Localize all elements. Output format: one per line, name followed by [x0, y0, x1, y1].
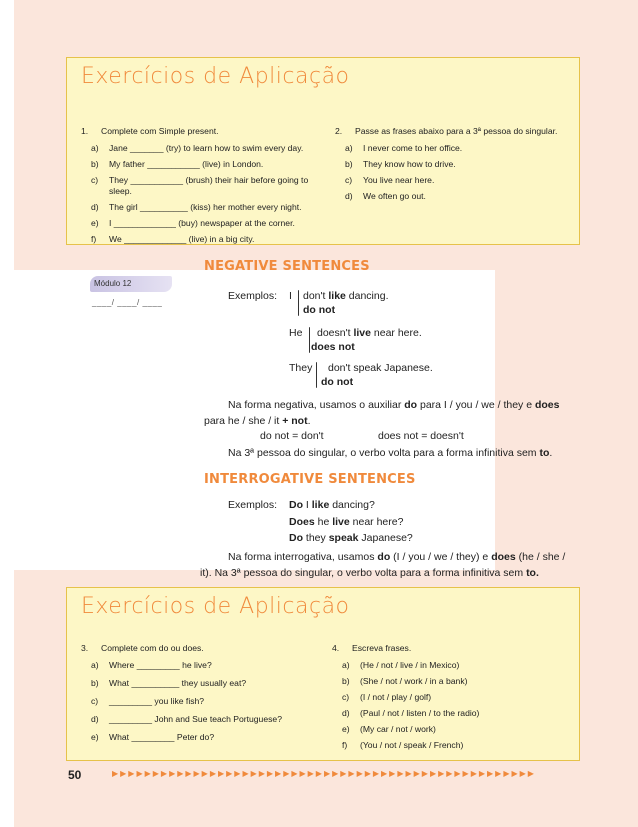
example-full-form: do not	[303, 304, 336, 316]
brace	[316, 362, 317, 388]
section-title-interrogative: INTERROGATIVE SENTENCES	[204, 472, 416, 487]
brace	[309, 327, 310, 353]
question-prompt: 4. Escreva frases.	[332, 643, 412, 653]
list-item: a) Jane _______ (try) to learn how to swim every day.	[91, 143, 304, 153]
question-4	[332, 643, 572, 756]
examples-label: Exemplos:	[228, 290, 278, 302]
list-item: b) What __________ they usually eat?	[91, 678, 247, 688]
list-item: e) What _________ Peter do?	[91, 732, 215, 742]
list-item: c) You live near here.	[345, 175, 435, 185]
question-2	[335, 126, 575, 207]
list-item: e) I _____________ (buy) newspaper at the corner.	[91, 218, 295, 228]
list-item: a) (He / not / live / in Mexico)	[342, 660, 460, 670]
list-item: c) (I / not / play / golf)	[342, 692, 432, 702]
exercise-title: Exercícios de Aplicação	[81, 64, 350, 89]
question-prompt: 2. Passe as frases abaixo para a 3ª pessoa do singular.	[335, 126, 558, 136]
example-sentence: don't like dancing.	[303, 290, 389, 302]
section-title-negative: NEGATIVE SENTENCES	[204, 259, 370, 274]
negative-rule: Na 3ª pessoa do singular, o verbo volta para a forma infinitiva sem to.	[228, 447, 553, 459]
list-item: d) We often go out.	[345, 191, 426, 201]
list-item: a) Where _________ he live?	[91, 660, 212, 670]
list-item: b) My father ___________ (live) in London.	[91, 159, 264, 169]
list-item: f) (You / not / speak / French)	[342, 740, 464, 750]
example-full-form: does not	[311, 341, 355, 353]
page-number: 50	[68, 768, 82, 782]
example-full-form: do not	[321, 376, 354, 388]
list-item: d) The girl __________ (kiss) her mother every night.	[91, 202, 302, 212]
module-tag: Módulo 12	[90, 276, 172, 292]
list-item: b) (She / not / work / in a bank)	[342, 676, 468, 686]
negative-explanation: Na forma negativa, usamos o auxiliar do para I / you / we / they e does para he / she / it + not.	[204, 399, 560, 427]
list-item: c) _________ you like fish?	[91, 696, 205, 706]
list-item: b) They know how to drive.	[345, 159, 456, 169]
example-question: Do they speak Japanese?	[289, 532, 413, 544]
list-item: e) (My car / not / work)	[342, 724, 436, 734]
list-item: f) We _____________ (live) in a big city.	[91, 234, 255, 244]
example-question: Does he live near here?	[289, 516, 404, 528]
module-date: ____/ ____/ ____	[92, 298, 163, 307]
contraction-does-not: does not = doesn't	[378, 430, 464, 442]
question-prompt: 3. Complete com do ou does.	[81, 643, 204, 653]
example-sentence: don't speak Japanese.	[328, 362, 433, 374]
list-item: a) I never come to her office.	[345, 143, 463, 153]
example-subject: They	[289, 362, 313, 374]
exercise-box-2	[66, 587, 580, 761]
contraction-do-not: do not = don't	[260, 430, 324, 442]
arrow-decoration: ▶▶▶▶▶▶▶▶▶▶▶▶▶▶▶▶▶▶▶▶▶▶▶▶▶▶▶▶▶▶▶▶▶▶▶▶▶▶▶▶▶▶▶▶▶▶▶▶▶▶▶▶	[112, 769, 536, 778]
example-question: Do I like dancing?	[289, 499, 375, 511]
example-sentence: doesn't live near here.	[317, 327, 422, 339]
list-item: c) They ___________ (brush) their hair before going to sleep.	[91, 175, 309, 196]
exercise-box-1	[66, 57, 580, 245]
exercise-title: Exercícios de Aplicação	[81, 594, 350, 619]
example-subject: I	[289, 290, 292, 302]
question-3	[81, 643, 331, 750]
example-subject: He	[289, 327, 303, 339]
question-prompt: 1. Complete com Simple present.	[81, 126, 219, 136]
interrogative-explanation: Na forma interrogativa, usamos do (I / you / we / they) e does (he / she / it). Na 3ª pessoa do singular, o verbo volta para a forma infinitiva sem to.	[200, 551, 566, 579]
question-1	[81, 126, 331, 250]
list-item: d) _________ John and Sue teach Portuguese?	[91, 714, 282, 724]
list-item: d) (Paul / not / listen / to the radio)	[342, 708, 480, 718]
examples-label: Exemplos:	[228, 499, 278, 511]
brace	[298, 290, 299, 316]
